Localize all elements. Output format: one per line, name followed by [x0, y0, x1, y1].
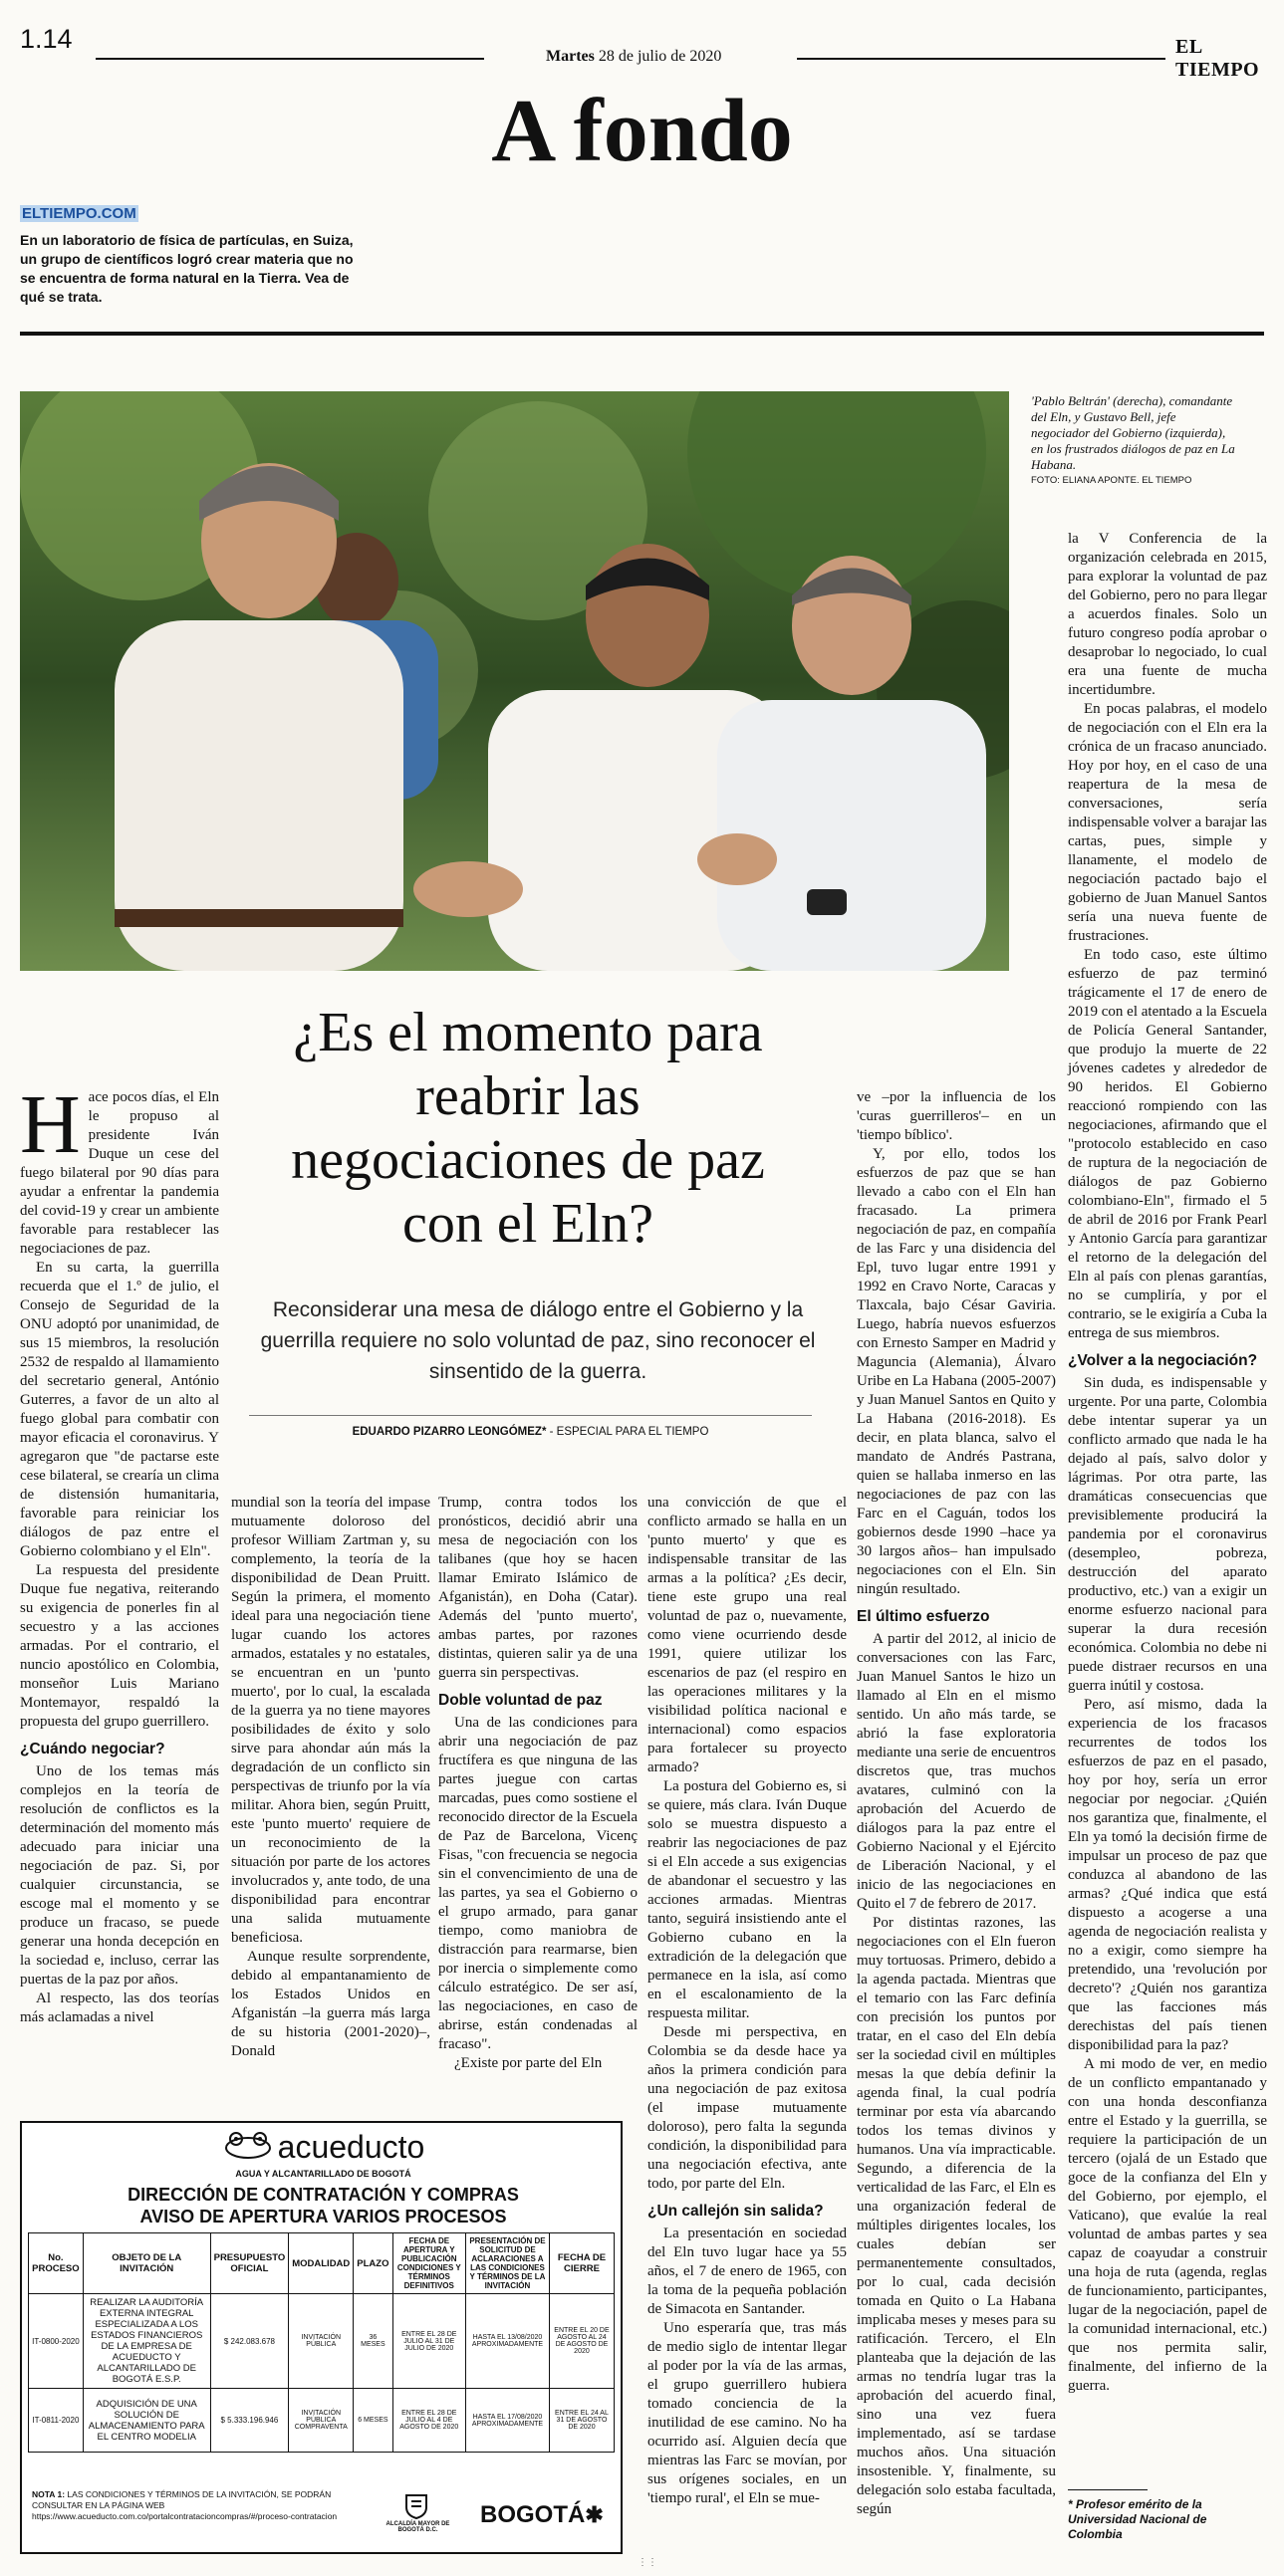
ad-cell: 36 MESES	[354, 2294, 392, 2389]
col1-paragraph-3: La respuesta del presidente Duque fue negativa, reiterando su exigencia de ponerles fin al secuestro y a las acciones armadas. Por el contrario, el nuncio apostólico en Colombia, monseñor Luis Mariano Montemayor, respaldó la propuesta del grupo guerrillero.	[20, 1562, 219, 1730]
col1-paragraph-2: En su carta, la guerrilla recuerda que el 1.º de julio, el Consejo de Seguridad de la ONU adoptó por unanimidad, de sus 15 miembros, la resolución 2532 de respaldo al llamamiento del secretario general, António Guterres, a favor de un alto al fuego global para combatir con mayor eficacia el coronavirus. Y agregaron que "de pactarse este cese bilateral, se crearía un clima de distensión humanitaria, favorable para reiniciar los diálogos de paz entre el Gobierno colombiano y el Eln".	[20, 1260, 219, 1559]
col3-paragraph-1: Trump, contra todos los pronósticos, decidió abrir una mesa de negociación con los talibanes (que hoy se hacen llamar Emirato Islámico de Afganistán), en Doha (Catar). Además del 'punto muerto', ambas partes, por razones distintas, quieren salir ya de una guerra sin perspectivas.	[438, 1495, 638, 1681]
ad-title-2: AVISO DE APERTURA VARIOS PROCESOS	[139, 2207, 507, 2226]
ad-cell: ENTRE EL 28 DE JULIO AL 31 DE JULIO DE 2020	[392, 2294, 466, 2389]
byline	[249, 1426, 812, 1438]
col5-paragraph-4: Por distintas razones, las negociaciones con el Eln fueron muy tortuosas. Primero, debido a la agenda pactada. Mientras que el temario con las Farc definía con precisión los puntos por tratar, en el caso del Eln debía ser la sociedad civil en múltiples mesas la que debía definir la agenda final, la cual podría terminar por esta vía abarcando todos los temas divinos y humanos. Una vía impracticable. Segundo, a diferencia de la verticalidad de las Farc, el Eln es una organización federal de múltiples dirigentes locales, los cuales debían ser permanentemente consultados, por lo cual, cada decisión tomada en Quito o La Habana implicaba meses y meses para su ratificación. Tercero, el Eln planteaba que la dejación de las armas no tendría lugar tras la aprobación del acuerdo final, sino una vez fuera implementado, así se tardase muchos años. Una situación insostenible. Y, finalmente, su delegación solo estaba facultada, según	[857, 1915, 1056, 2517]
ad-cell: INVITACIÓN PÚBLICA COMPRAVENTA	[289, 2389, 354, 2453]
ad-cell: ENTRE EL 28 DE JULIO AL 4 DE AGOSTO DE 2020	[392, 2389, 466, 2453]
col5-paragraph-1: ve –por la influencia de los 'curas guerrilleros'– en un 'tiempo bíblico'.	[857, 1089, 1056, 1143]
article-column-4	[647, 1494, 847, 2508]
col4-paragraph-5: Uno esperaría que, tras más de medio siglo de intentar llegar al poder por la vía de las armas, el grupo guerrillero hubiera tomado conciencia de la inutilidad de ese camino. No ha ocurrido así. Alguien decía que mientras las Farc se movían, por sus orígenes sociales, en un 'tiempo rural', el Eln se mue-	[647, 2320, 847, 2506]
photo-caption: 'Pablo Beltrán' (derecha), comandante del Eln, y Gustavo Bell, jefe negociador del Gobierno (izquierda), en los frustrados diálogos de paz en La Habana.	[1031, 393, 1235, 472]
col6-paragraph-3: En todo caso, este último esfuerzo de paz terminó trágicamente el 17 de enero de 2019 con el atentado a la Escuela de Policía General Santander, que produjo la muerte de 22 jóvenes cadetes y alrededor de 90 heridos. El Gobierno reaccionó rompiendo con las negociaciones, afirmando que el "protocolo establecido en caso de ruptura de la negociación de diálogos de paz Gobierno colombiano-Eln", firmado el 5 de abril de 2016 por Frank Pearl y Antonio García para garantizar el retorno de la delegación del Eln al país con plenas garantías, no se cumpliría, y por el contrario, se le exigiría a Cuba la entrega de sus miembros.	[1068, 947, 1267, 1341]
ad-header-cell: OBJETO DE LA INVITACIÓN	[83, 2233, 210, 2294]
col6-paragraph-2: En pocas palabras, el modelo de negociación con el Eln era la crónica de un fracaso anunciado. Hoy por hoy, en el caso de una reapertura de la mesa de conversaciones, sería indispensable volver a barajar las cartas, pues, simple y llanamente, el modelo de negociación pactado bajo el gobierno de Juan Manuel Santos sería una nueva fuente de frustraciones.	[1068, 701, 1267, 944]
col3-subhead: Doble voluntad de paz	[438, 1692, 603, 1709]
footnote-rule	[1068, 2489, 1148, 2490]
date-day: Martes	[546, 48, 595, 65]
bogota-logo-text: BOGOTÁ	[480, 2501, 586, 2528]
ad-logo-subtitle: AGUA Y ALCANTARILLADO DE BOGOTÁ	[235, 2169, 411, 2179]
table-row	[29, 2389, 615, 2453]
ad-cell: IT-0800-2020	[29, 2294, 84, 2389]
ad-cell: INVITACIÓN PÚBLICA	[289, 2294, 354, 2389]
ad-note	[32, 2489, 361, 2522]
col6-paragraph-4: Sin duda, es indispensable y urgente. Por una parte, Colombia debe intentar superar ya un conflicto armado que nada le ha dejado al país, salvo dolor y lágrimas. Por otra parte, las dramáticas consecuencias que previsiblemente producirá la pandemia por el coronavirus (desempleo, pobreza, destrucción del aparato productivo, etc.) van a exigir un enorme esfuerzo nacional para superar la dura recesión económica. Colombia no debe ni puede distraer recursos en una guerra inútil y costosa.	[1068, 1375, 1267, 1694]
acueducto-ad	[20, 2121, 623, 2554]
col3-paragraph-3: ¿Existe por parte del Eln	[454, 2055, 603, 2071]
bogota-logo	[480, 2501, 604, 2529]
brand-logo: EL TIEMPO	[1175, 36, 1260, 81]
ad-header-cell: FECHA DE APERTURA Y PUBLICACIÓN CONDICIONES Y TÉRMINOS DEFINITIVOS	[392, 2233, 466, 2294]
ad-cell: HASTA EL 13/08/2020 APROXIMADAMENTE	[466, 2294, 550, 2389]
article-column-2	[231, 1494, 430, 2061]
byline-name: EDUARDO PIZARRO LEONGÓMEZ*	[352, 1426, 547, 1438]
col4-paragraph-3: Desde mi perspectiva, en Colombia se da desde hace ya años la primera condición para una negociación de paz exitosa (el impase mutuamente doloroso), pero falta la segunda condición, la disponibilidad para una negociación efectiva, ante todo, por parte del Eln.	[647, 2024, 847, 2192]
ad-cell: ADQUISICIÓN DE UNA SOLUCIÓN DE ALMACENAMIENTO PARA EL CENTRO MODELIA	[83, 2389, 210, 2453]
byline-role: - ESPECIAL PARA EL TIEMPO	[546, 1426, 709, 1438]
page-number: 1.14	[20, 24, 73, 54]
article-column-1	[20, 1078, 219, 2027]
article-column-6	[1068, 530, 1267, 2396]
col6-paragraph-5: Pero, así mismo, dada la experiencia de los fracasos recurrentes de todos los esfuerzos de paz en el pasado, hoy por hoy, sería un error negociar por negociar. ¿Quién nos garantiza que, finalmente, el Eln ya tomó la decisión firme de impulsar un proceso de paz que conduzca al abandono de las armas? ¿Qué indica que está dispuesto a acogerse a una agenda de negociación realista y no a exigir, como siempre ha pretendido, una 'revolución por decreto'? ¿Quién nos garantiza que las facciones más derechistas del país tienen disponibilidad para la paz?	[1068, 1697, 1267, 2053]
col5-subhead: El último esfuerzo	[857, 1608, 990, 1625]
page-footer-mark: ⋮⋮	[638, 2557, 657, 2568]
ad-cell: ENTRE EL 24 AL 31 DE AGOSTO DE 2020	[549, 2389, 614, 2453]
frog-icon	[222, 2130, 274, 2165]
col6-paragraph-6: A mi modo de ver, en medio de un conflicto empantanado y con una honda desconfianza entre el Estado y la guerrilla, se requiere la participación de un tercero (ojalá de un Estado que goce de la confianza del Eln y del Gobierno, por ejemplo, el Vaticano), que evalúe la real voluntad de ambas partes y sea capaz de coayudar a construir una hoja de ruta (agenda, reglas de funcionamiento, participantes, lugar de la negociación, papel de la comunidad internacional, etc.) que nos permita salir, finalmente, del infierno de la guerra.	[1068, 2056, 1267, 2394]
author-footnote: * Profesor emérito de la Universidad Nacional de Colombia	[1068, 2497, 1207, 2541]
col3-paragraph-2: Una de las condiciones para abrir una negociación de paz fructífera es que ninguna de las partes juegue con cartas marcadas, pues como sostiene el reconocido director de la Escuela de Paz de Barcelona, Vicenç Fisas, "con frecuencia se negocia sin el convencimiento de una de las partes, ya sea el Gobierno o el grupo armado, para ganar tiempo, como maniobra de distracción para rearmarse, bien por inercia o simplemente como cálculo estratégico. De ser así, las negociaciones, en caso de abrirse, están condenadas al fracaso".	[438, 1715, 638, 2052]
col1-paragraph-5: Al respecto, las dos teorías más aclamadas a nivel	[20, 1991, 219, 2025]
ad-header-cell: PRESUPUESTO OFICIAL	[210, 2233, 289, 2294]
ad-note-label: NOTA 1:	[32, 2489, 66, 2499]
ad-table	[28, 2232, 615, 2453]
ad-cell: IT-0811-2020	[29, 2389, 84, 2453]
col5-paragraph-2: Y, por ello, todos los esfuerzos de paz que se han llevado a cabo con el Eln han fracasado. La primera negociación de paz, en compañía de las Farc y una disidencia del Epl, tuvo lugar entre 1991 y 1992 en Cravo Norte, Caracas y Tlaxcala, bajo César Gaviria. Luego, habría nuevos esfuerzos con Ernesto Samper en Madrid y Maguncia (Alemania), Álvaro Uribe en La Habana (2005-2007) y Juan Manuel Santos en Quito y La Habana (2016-2018). Es decir, en plata blanca, salvo el mandato de Andrés Pastrana, quien se hallaba inmerso en las negociaciones de paz con las Farc en el Caguán, todos los gobiernos desde 1990 –hace ya 30 largos años– han impulsado negociaciones con el Eln. Sin ningún resultado.	[857, 1146, 1056, 1597]
drop-cap: H	[20, 1078, 81, 1171]
ad-note-text: LAS CONDICIONES Y TÉRMINOS DE LA INVITACIÓN, SE PODRÁN CONSULTAR EN LA PÁGINA WEB	[32, 2489, 332, 2510]
ad-url[interactable]: https://www.acueducto.com.co/portalcontratacioncompras/#/proceso-contratacion	[32, 2511, 338, 2521]
ad-cell: ENTRE EL 20 DE AGOSTO AL 24 DE AGOSTO DE 2020	[549, 2294, 614, 2389]
deck: Reconsiderar una mesa de diálogo entre el Gobierno y la guerrilla requiere no solo voluntad de paz, sino reconocer el sinsentido de la guerra.	[260, 1298, 816, 1383]
col5-paragraph-3: A partir del 2012, al inicio de conversaciones con las Farc, Juan Manuel Santos le hizo un llamado al Eln en el mismo sentido. Un año más tarde, se abrió la fase exploratoria mediante una serie de encuentros discretos que, tras muchos avatares, culminó con la aprobación del Acuerdo de diálogos para la paz entre el Gobierno Nacional y el Ejército de Liberación Nacional, y el inicio de las negociaciones en Quito el 7 de febrero de 2017.	[857, 1631, 1056, 1912]
headline: ¿Es el momento para reabrir las negociaciones de paz con el Eln?	[291, 1002, 765, 1255]
ad-header-cell: PLAZO	[354, 2233, 392, 2294]
ad-header-cell: No. PROCESO	[29, 2233, 84, 2294]
col2-paragraph-1: mundial son la teoría del impase mutuamente doloroso del profesor William Zartman y, su complemento, la teoría de la disponibilidad de Dean Pruitt. Según la primera, el momento ideal para una negociación tiene lugar cuando los actores armados, estatales y no estatales, se encuentran en un 'punto muerto', por lo cual, la escalada de la guerra ya no tiene mayores posibilidades de éxito y solo sirve para ahondar aún más la degradación de un conflicto sin perspectivas de triunfo por la vía militar. Ahora bien, según Pruitt, este 'punto muerto' requiere de un reconocimiento de la situación por parte de los actores involucrados y, ante todo, de una disponibilidad para encontrar una salida mutuamente beneficiosa.	[231, 1495, 430, 1946]
ad-title-1: DIRECCIÓN DE CONTRATACIÓN Y COMPRAS	[128, 2185, 519, 2205]
col6-subhead: ¿Volver a la negociación?	[1068, 1352, 1258, 1369]
col6-paragraph-1: la V Conferencia de la organización celebrada en 2015, para explorar la voluntad de paz del Gobierno, pero no para llegar a acuerdos finales. Solo un futuro congreso podía aprobar o desaprobar lo negociado, lo cual era una fuente de mucha incertidumbre.	[1068, 531, 1267, 698]
alcaldia-label: ALCALDÍA MAYOR DE BOGOTÁ D.C.	[385, 2521, 450, 2533]
ad-logo-text: acueducto	[277, 2129, 425, 2165]
ad-cell: REALIZAR LA AUDITORÍA EXTERNA INTEGRAL ESPECIALIZADA A LOS ESTADOS FINANCIEROS DE LA EMPRESA DE ACUEDUCTO Y ALCANTARILLADO DE BOGOTÁ E.S.P.	[83, 2294, 210, 2389]
col4-subhead: ¿Un callejón sin salida?	[647, 2203, 824, 2220]
ad-header-cell: MODALIDAD	[289, 2233, 354, 2294]
date-rest: 28 de julio de 2020	[598, 48, 722, 65]
header-bottom-rule	[20, 332, 1264, 336]
ad-cell: 6 MESES	[354, 2389, 392, 2453]
ad-cell: $ 5.333.196.946	[210, 2389, 289, 2453]
col4-paragraph-1: una convicción de que el conflicto armado se halla en un 'punto muerto' y que es indispensable transitar de las armas a la política? ¿Es decir, tiene este grupo una real voluntad de paz o, nuevamente, como viene ocurriendo desde 1991, quiere utilizar los escenarios de paz (el respiro en las operaciones militares y la visibilidad política nacional e internacional) como espacios para fortalecer su proyecto armado?	[647, 1495, 847, 1775]
promo-text: En un laboratorio de física de partículas, en Suiza, un grupo de científicos logró crear materia que no se encuentra de forma natural en la Tierra. Vea de qué se trata.	[20, 232, 354, 305]
byline-rule	[249, 1415, 812, 1416]
ad-cell: $ 242.083.678	[210, 2294, 289, 2389]
article-column-3	[438, 1494, 638, 2073]
header-rule-left	[96, 58, 484, 60]
col1-subhead: ¿Cuándo negociar?	[20, 1741, 165, 1757]
col4-paragraph-4: La presentación en sociedad del Eln tuvo lugar hace ya 55 años, el 7 de enero de 1965, con la toma de la pequeña población de Simacota en Santander.	[647, 2225, 847, 2317]
alcaldia-shield-icon	[398, 2493, 434, 2524]
section-title: A fondo	[491, 82, 793, 180]
col1-paragraph-4: Uno de los temas más complejos en la teoría de resolución de conflictos es la determinación del momento más adecuado para iniciar una negociación de paz. Si, por cualquier circunstancia, se escoge mal el momento y se produce un fracaso, se puede generar una honda decepción en la sociedad e, incluso, cerrar las puertas de la paz por años.	[20, 1763, 219, 1988]
ad-logo-row	[22, 2129, 625, 2166]
col4-paragraph-2: La postura del Gobierno es, si se quiere, más clara. Iván Duque solo se muestra dispuesto a reabrir las negociaciones de paz si el Eln accede a sus exigencias de abandonar el secuestro y las acciones armadas. Mientras tanto, seguirá insistiendo ante el Gobierno cubano en la extradición de la delegación que permanece en la isla, así como en el escalonamiento de la respuesta militar.	[647, 1778, 847, 2021]
main-photo	[20, 391, 1009, 971]
ad-header-cell: FECHA DE CIERRE	[549, 2233, 614, 2294]
handshake-photo-illustration	[20, 391, 1009, 971]
promo-link[interactable]: ELTIEMPO.COM	[22, 205, 136, 222]
photo-credit: FOTO: ELIANA APONTE. EL TIEMPO	[1031, 475, 1192, 486]
col2-paragraph-2: Aunque resulte sorprendente, debido al empantanamiento de los Estados Unidos en Afganistán –la guerra más larga de su historia (2001-2020)–, Donald	[231, 1949, 430, 2059]
header-rule-right	[797, 58, 1165, 60]
ad-header-cell: PRESENTACIÓN DE SOLICITUD DE ACLARACIONES A LAS CONDICIONES Y TÉRMINOS DE LA INVITACIÓN	[466, 2233, 550, 2294]
ad-table-header-row	[29, 2233, 615, 2294]
page-date	[546, 48, 721, 66]
ad-cell: HASTA EL 17/08/2020 APROXIMADAMENTE	[466, 2389, 550, 2453]
table-row	[29, 2294, 615, 2389]
article-column-5	[857, 1088, 1056, 2519]
star-icon: ✱	[585, 2502, 604, 2527]
col1-paragraph-1: ace pocos días, el Eln le propuso al presidente Iván Duque un cese del fuego bilateral por 90 días para ayudar a enfrentar la pandemia del covid-19 y crear un ambiente favorable para restablecer las negociaciones de paz.	[20, 1089, 219, 1257]
